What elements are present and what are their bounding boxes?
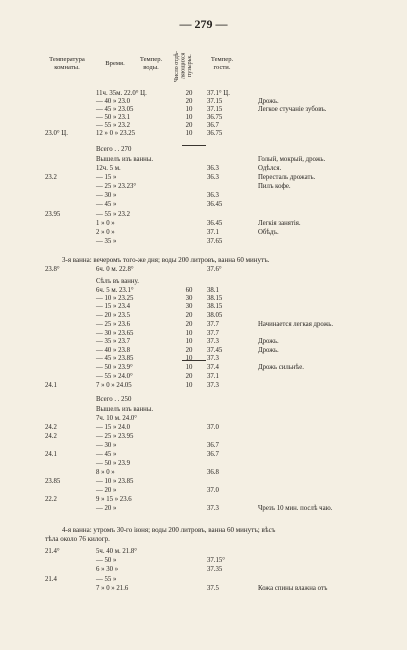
cell-room-temp: 23.8° <box>45 266 60 273</box>
cell-breaths: 10 <box>185 114 193 121</box>
table-row <box>0 192 407 200</box>
cell-body-temp: 36.75 <box>207 114 223 121</box>
header-room-temp <box>38 56 96 71</box>
cell-body-temp: 37.65 <box>207 238 223 245</box>
table-row <box>0 321 407 329</box>
cell-body-temp: 37.15 <box>207 106 223 113</box>
table-row <box>0 183 407 191</box>
cell-time-water: — 40 » 23.0 <box>96 98 130 105</box>
header-breaths-line-1: Число отдѣ- <box>174 50 180 82</box>
cell-body-temp: 38.15 <box>207 295 223 302</box>
cell-time-water: — 50 » 23.9 <box>96 460 130 467</box>
cell-breaths: 10 <box>185 338 193 345</box>
table-row <box>0 330 407 338</box>
cell-body-temp: 37.1 <box>207 373 219 380</box>
cell-remark: Дрожь. <box>258 347 279 354</box>
table-row <box>0 146 407 154</box>
cell-body-temp: 36.3 <box>207 174 219 181</box>
table-row <box>0 287 407 295</box>
cell-time-water: — 40 » 23.8 <box>96 347 130 354</box>
cell-breaths: 30 <box>185 295 193 302</box>
table-row <box>0 460 407 468</box>
table-row <box>0 505 407 513</box>
table-row <box>0 266 407 274</box>
cell-body-temp: 37.3 <box>207 338 219 345</box>
table-row <box>0 312 407 320</box>
cell-body-temp: 37.4 <box>207 364 219 371</box>
cell-time-water: — 20 » <box>96 487 117 494</box>
cell-body-temp: 36.75 <box>207 130 223 137</box>
cell-body-temp: 37.5 <box>207 585 219 592</box>
header-room-temp-line-2: комнаты. <box>54 63 80 71</box>
table-row <box>0 295 407 303</box>
cell-time-water: — 25 » 23.6 <box>96 321 130 328</box>
cell-body-temp: 37.7 <box>207 330 219 337</box>
cell-room-temp: 21.4 <box>45 576 57 583</box>
cell-breaths: 20 <box>185 122 193 129</box>
cell-time-water: Сѣлъ въ ванну. <box>96 278 139 285</box>
table-row <box>0 106 407 114</box>
cell-time-water: — 50 » 23.9° <box>96 364 133 371</box>
cell-time-water: 11ч. 35м. 22.0° Ц. <box>96 90 147 97</box>
cell-breaths: 60 <box>185 287 193 294</box>
cell-time-water: — 20 » <box>96 505 117 512</box>
cell-time-water: 7ч. 10 м. 24.0° <box>96 415 138 422</box>
cell-time-water: — 30 » <box>96 192 117 199</box>
cell-breaths: 10 <box>185 106 193 113</box>
cell-time-water: — 10 » 23.25 <box>96 295 134 302</box>
cell-body-temp: 36.45 <box>207 201 223 208</box>
cell-time-water: Вышелъ изъ ванны. <box>96 156 154 163</box>
cell-time-water: 6ч. 5 м. 23.1° <box>96 287 134 294</box>
table-row <box>0 114 407 122</box>
cell-body-temp: 37.15° <box>207 557 226 564</box>
cell-body-temp: 37.45 <box>207 347 223 354</box>
cell-remark: Дрожь сильнѣе. <box>258 364 304 371</box>
cell-remark: Обѣдъ. <box>258 229 279 236</box>
cell-time-water: 8 » 0 » <box>96 469 115 476</box>
table-row <box>0 165 407 173</box>
cell-room-temp: 24.2 <box>45 433 57 440</box>
cell-room-temp: 23.85 <box>45 478 61 485</box>
header-room-temp-line-1: Температура <box>49 56 85 63</box>
cell-room-temp: 24.1 <box>45 451 57 458</box>
cell-body-temp: 37.7 <box>207 321 219 328</box>
cell-breaths: 10 <box>185 382 193 389</box>
table-row <box>0 364 407 372</box>
cell-breaths: 30 <box>185 303 193 310</box>
cell-body-temp: 37.1° Ц. <box>207 90 230 97</box>
cell-body-temp: 38.1 <box>207 287 219 294</box>
cell-time-water: — 55 » 23.2 <box>96 122 130 129</box>
table-row <box>0 424 407 432</box>
cell-body-temp: 37.6° <box>207 266 222 273</box>
cell-time-water: 12ч. 5 м. <box>96 165 121 172</box>
cell-body-temp: 37.0 <box>207 424 219 431</box>
header-body-temp <box>202 56 242 71</box>
cell-time-water: — 15 » <box>96 174 117 181</box>
cell-time-water: — 55 » <box>96 576 117 583</box>
cell-room-temp: 23.2 <box>45 174 57 181</box>
cell-remark: Голый, мокрый, дрожь. <box>258 156 326 163</box>
cell-time-water: — 45 » 23.05 <box>96 106 134 113</box>
cell-body-temp: 36.45 <box>207 220 223 227</box>
table-row <box>0 130 407 138</box>
table-row <box>0 355 407 363</box>
cell-time-water: — 25 » 23.23° <box>96 183 137 190</box>
cell-room-temp: 23.0° Ц. <box>45 130 68 137</box>
cell-breaths: 20 <box>185 373 193 380</box>
cell-breaths: 20 <box>185 347 193 354</box>
cell-time-water: 7 » 0 » 24.05 <box>96 382 132 389</box>
cell-body-temp: 37.35 <box>207 566 223 573</box>
cell-body-temp: 36.7 <box>207 122 219 129</box>
cell-time-water: — 20 » 23.5 <box>96 312 130 319</box>
cell-time-water: 2 » 0 » <box>96 229 115 236</box>
cell-remark: Пилъ кофе. <box>258 183 291 190</box>
cell-time-water: 6 » 30 » <box>96 566 119 573</box>
header-time: Время. <box>105 60 125 67</box>
cell-remark: Легкое стучаніе зубовъ. <box>258 106 327 113</box>
header-water-temp <box>134 56 168 71</box>
cell-body-temp: 36.8 <box>207 469 219 476</box>
cell-body-temp: 37.1 <box>207 229 219 236</box>
cell-time-water: — 15 » 24.0 <box>96 424 130 431</box>
cell-time-water: 7 » 0 » 21.6 <box>96 585 129 592</box>
cell-time-water: — 55 » 23.2 <box>96 211 130 218</box>
table-row <box>0 576 407 584</box>
table-row <box>0 174 407 182</box>
cell-time-water: Вышелъ изъ ванны. <box>96 406 154 413</box>
table-row <box>0 278 407 286</box>
table-row <box>0 487 407 495</box>
cell-body-temp: 37.3 <box>207 355 219 362</box>
cell-room-temp: 24.1 <box>45 382 57 389</box>
table-row <box>0 548 407 556</box>
table-row <box>0 557 407 565</box>
table-row <box>0 90 407 98</box>
cell-body-temp: 36.3 <box>207 165 219 172</box>
table-row <box>0 496 407 504</box>
table-row <box>0 347 407 355</box>
cell-time-water: — 30 » <box>96 442 117 449</box>
cell-time-water: 1 » 0 » <box>96 220 115 227</box>
table-row <box>0 396 407 404</box>
table-row <box>0 238 407 246</box>
cell-body-temp: 37.0 <box>207 487 219 494</box>
cell-body-temp: 37.15 <box>207 98 223 105</box>
table-row <box>0 98 407 106</box>
table-row <box>0 303 407 311</box>
cell-remark: Начинается легкая дрожь. <box>258 321 334 328</box>
table-row <box>0 451 407 459</box>
table-row <box>0 201 407 209</box>
page-number: — 279 — <box>179 17 228 31</box>
header-breaths <box>174 40 194 92</box>
cell-time-water: — 55 » 24.0° <box>96 373 133 380</box>
bath-3-heading: 3-я ванна: вечеромъ того-же дня; воды 200 литровъ, ванна 60 минутъ. <box>62 256 270 264</box>
cell-time-water: — 45 » <box>96 201 117 208</box>
cell-remark: Дрожь. <box>258 338 279 345</box>
table-row <box>0 156 407 164</box>
table-row <box>0 478 407 486</box>
table-row <box>0 469 407 477</box>
cell-time-water: Всего . . 250 <box>96 396 132 403</box>
cell-time-water: — 10 » 23.85 <box>96 478 134 485</box>
header-body-temp-line-2: гости. <box>213 63 231 71</box>
table-row <box>0 229 407 237</box>
cell-breaths: 10 <box>185 364 193 371</box>
table-row <box>0 433 407 441</box>
table-row <box>0 122 407 130</box>
bath-4-heading-line-1: 4-я ванна: утромъ 30-го іюня; воды 200 литровъ, ванна 60 минутъ; вѣсъ <box>62 526 276 534</box>
cell-room-temp: 24.2 <box>45 424 57 431</box>
cell-room-temp: 21.4° <box>45 548 60 555</box>
cell-time-water: 6ч. 0 м. 22.8° <box>96 266 134 273</box>
cell-time-water: — 50 » 23.1 <box>96 114 130 121</box>
cell-body-temp: 36.7 <box>207 451 219 458</box>
cell-body-temp: 38.15 <box>207 303 223 310</box>
table-row <box>0 373 407 381</box>
cell-breaths: 20 <box>185 321 193 328</box>
table-row <box>0 211 407 219</box>
cell-time-water: — 45 » 23.85 <box>96 355 134 362</box>
cell-breaths: 10 <box>185 330 193 337</box>
header-body-temp-line-1: Темпер. <box>210 56 234 63</box>
table-row <box>0 415 407 423</box>
cell-body-temp: 37.3 <box>207 505 219 512</box>
table-row <box>0 566 407 574</box>
table-row <box>0 442 407 450</box>
table-row <box>0 406 407 414</box>
cell-breaths: 10 <box>185 130 193 137</box>
table-row <box>0 338 407 346</box>
header-water-temp-line-1: Темпер. <box>139 56 163 63</box>
cell-remark: Кожа спины влажна отъ <box>258 585 328 592</box>
header-water-temp-line-2: воды. <box>143 63 159 71</box>
cell-time-water: — 35 » <box>96 238 117 245</box>
cell-remark: Чрезъ 10 мин. послѣ чаю. <box>258 505 333 512</box>
cell-room-temp: 23.95 <box>45 211 61 218</box>
table-row <box>0 220 407 228</box>
cell-time-water: — 30 » 23.65 <box>96 330 134 337</box>
cell-time-water: — 50 » <box>96 557 117 564</box>
cell-time-water: Всего . . 270 <box>96 146 132 153</box>
cell-remark: Дрожь. <box>258 98 279 105</box>
cell-body-temp: 36.3 <box>207 192 219 199</box>
cell-remark: Пересталь дрожать. <box>258 174 316 181</box>
cell-body-temp: 37.3 <box>207 382 219 389</box>
header-breaths-line-3: пузырьк. <box>187 54 193 78</box>
cell-remark: Легкія занятія. <box>258 220 301 227</box>
cell-body-temp: 38.05 <box>207 312 223 319</box>
table-row <box>0 585 407 593</box>
cell-body-temp: 36.7 <box>207 442 219 449</box>
cell-time-water: 5ч. 40 м. 21.8° <box>96 548 138 555</box>
header-breaths-line-2: ляющихся <box>180 52 187 80</box>
cell-room-temp: 22.2 <box>45 496 57 503</box>
cell-time-water: — 25 » 23.95 <box>96 433 134 440</box>
cell-remark: Одѣлся. <box>258 165 282 172</box>
cell-breaths: 20 <box>185 90 193 97</box>
cell-time-water: 9 » 15 » 23.6 <box>96 496 132 503</box>
cell-breaths: 20 <box>185 312 193 319</box>
cell-time-water: — 45 » <box>96 451 117 458</box>
cell-time-water: 12 » 0 » 23.25 <box>96 130 136 137</box>
cell-breaths: 10 <box>185 355 193 362</box>
table-row <box>0 382 407 390</box>
cell-breaths: 20 <box>185 98 193 105</box>
cell-time-water: — 15 » 23.4 <box>96 303 130 310</box>
bath-4-heading-line-2: тѣла около 76 килогр. <box>45 535 110 543</box>
cell-time-water: — 35 » 23.7 <box>96 338 130 345</box>
